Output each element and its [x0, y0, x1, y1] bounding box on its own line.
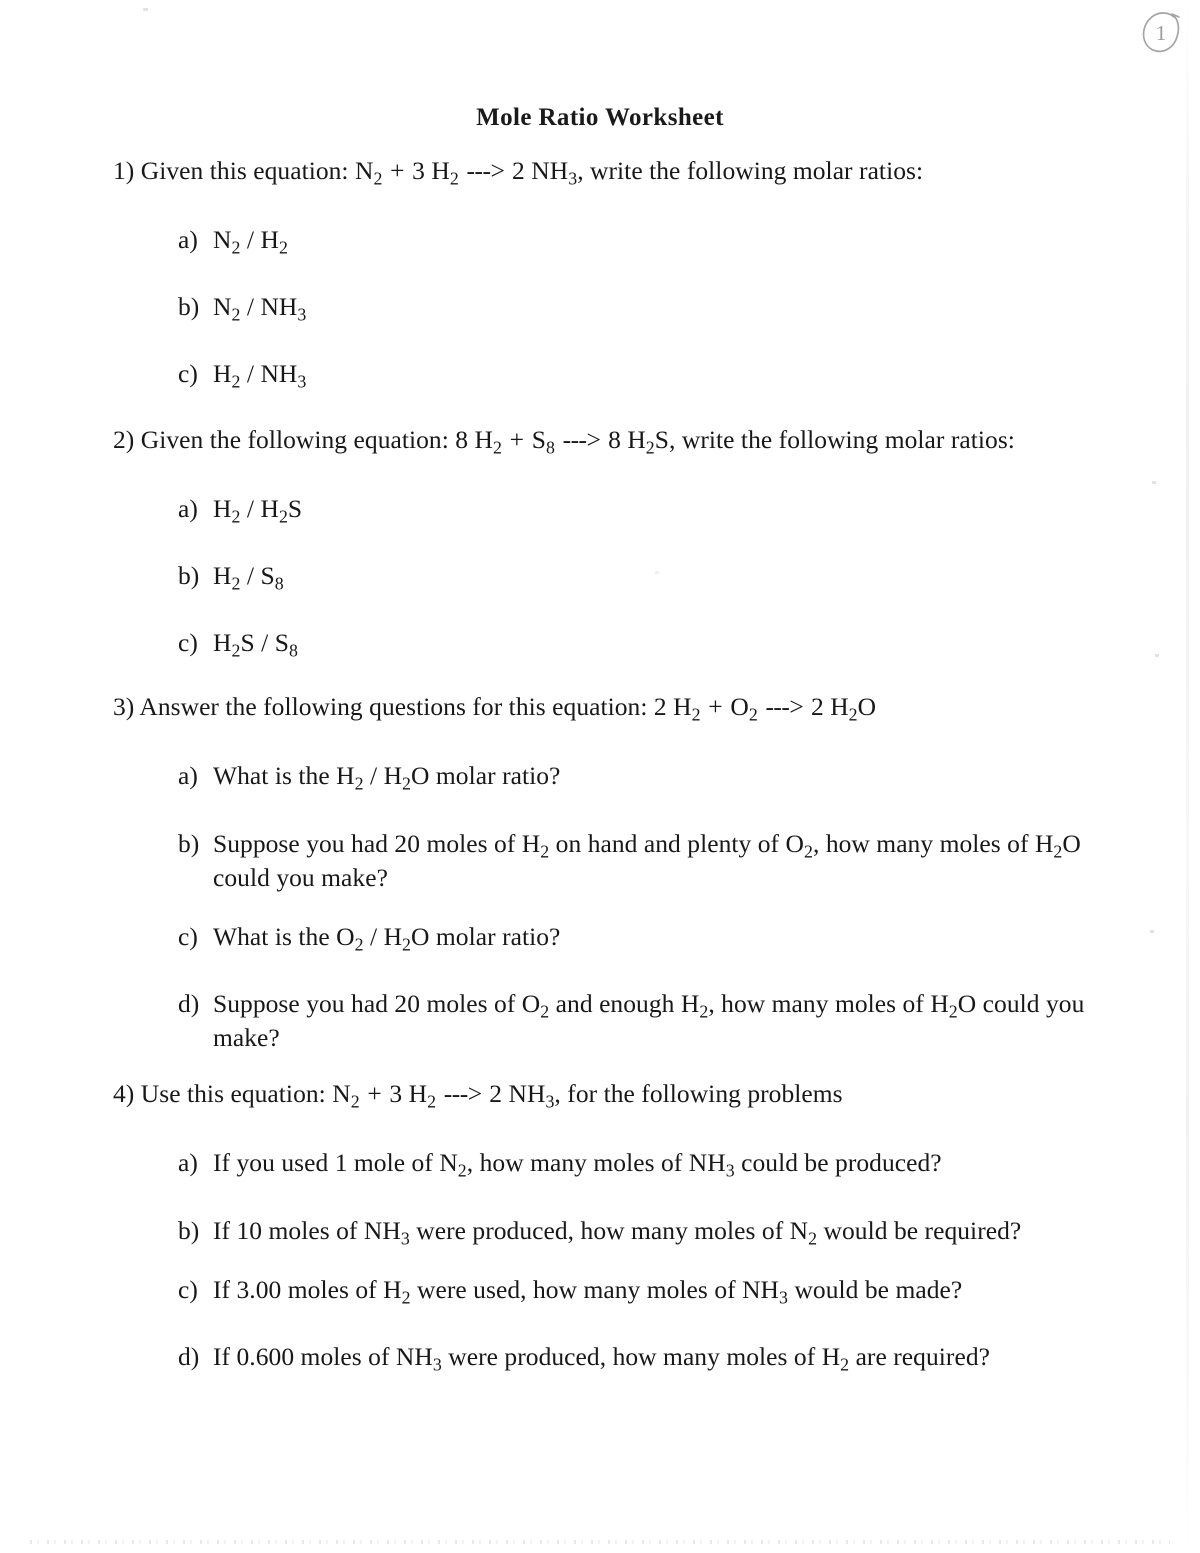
coefficient-3: 3 [389, 1079, 403, 1109]
question-3c [178, 920, 1143, 954]
question-2-stem [113, 423, 1143, 456]
formula-NH3: $NH_3$ [260, 359, 307, 392]
formula-O2: $O_2$ [785, 828, 813, 861]
reaction-arrow: ---> [765, 692, 804, 722]
q4-tail-text: , for the following problems [554, 1079, 843, 1109]
formula-H2: $H_2$ [383, 1274, 411, 1308]
subitem-label: b) [178, 560, 200, 590]
subitem-label: a) [178, 1148, 198, 1178]
scan-edge-artifact [1186, 0, 1189, 1553]
formula-H2: $H_2$ [213, 359, 241, 392]
formula-H2O: $H_2O$ [383, 761, 430, 794]
subitem-label: b) [178, 292, 200, 322]
plus-sign: + [509, 424, 525, 454]
formula-H2: $H_2$ [673, 692, 701, 725]
formula-H2: $H_2$ [521, 828, 550, 861]
question-2c [178, 626, 1143, 660]
q2-tail-text: , write the following molar ratios: [669, 424, 1015, 454]
q4b-text-1: If 10 moles of [213, 1215, 364, 1245]
formula-NH3: $NH_3$ [531, 156, 578, 189]
question-2-subitems [113, 492, 1143, 660]
question-3-subitems [113, 759, 1143, 1055]
subitem-label: a) [178, 761, 198, 791]
q3a-text: What is the [213, 761, 337, 791]
formula-H2: $H_2$ [431, 156, 459, 189]
formula-N2: $N_2$ [355, 156, 383, 189]
scan-speck-artifact [1152, 481, 1156, 484]
subitem-label: b) [178, 1215, 200, 1245]
formula-NH3: $NH_3$ [395, 1341, 442, 1375]
formula-H2O: $H_2O$ [383, 921, 430, 955]
formula-H2: $H_2$ [474, 424, 502, 457]
formula-NH3: $NH_3$ [688, 1148, 735, 1181]
q4d-text-1: If 0.600 moles of [213, 1341, 396, 1371]
formula-H2: $H_2$ [336, 761, 364, 794]
question-3d [178, 987, 1143, 1055]
formula-H2: $H_2$ [408, 1079, 437, 1112]
scan-bottom-edge-artifact [30, 1540, 1170, 1544]
question-3-stem [113, 690, 1143, 723]
page-number-text: 1 [1155, 20, 1167, 45]
formula-H2O: $H_2O$ [1034, 828, 1081, 861]
coefficient-2: 2 [512, 156, 525, 185]
question-4c [178, 1273, 1143, 1307]
question-3a [178, 759, 1143, 793]
q4a-text-1: If you used 1 mole of [213, 1148, 440, 1178]
formula-NH3: $NH_3$ [260, 292, 307, 325]
slash: / [246, 493, 255, 523]
q3b-text-4: could you make? [213, 862, 388, 892]
subitem-label: a) [178, 225, 198, 255]
plus-sign: + [708, 692, 723, 722]
q4a-text-3: could be produced? [734, 1148, 942, 1178]
coefficient-2: 2 [653, 692, 667, 722]
q3-lead-text: 3) Answer the following questions for this equation: [113, 692, 654, 722]
slash: / [370, 921, 378, 951]
formula-H2S: $H_2S$ [260, 493, 303, 527]
reaction-arrow: ---> [443, 1079, 482, 1109]
question-2a [178, 492, 1143, 526]
slash: / [246, 292, 255, 322]
coefficient-2: 2 [489, 1079, 503, 1109]
formula-O2: $O_2$ [336, 921, 364, 955]
subitem-label: d) [178, 988, 200, 1018]
question-4-stem [113, 1077, 1143, 1110]
q4d-text-2: were produced, how many moles of [441, 1341, 822, 1371]
question-3b [178, 827, 1143, 895]
formula-N2: $N_2$ [213, 225, 241, 258]
q1-tail-text: , write the following molar ratios: [577, 156, 924, 185]
formula-H2: $H_2$ [260, 225, 288, 258]
scan-speck-artifact [1155, 654, 1159, 657]
q3b-text-3: , how many moles of [812, 828, 1035, 858]
slash: / [246, 359, 255, 389]
scan-speck-artifact [1150, 930, 1154, 933]
subitem-label: b) [178, 828, 200, 858]
formula-S8: $S_8$ [260, 560, 284, 594]
reaction-arrow: ---> [562, 424, 601, 454]
formula-NH3: $NH_3$ [508, 1079, 555, 1112]
scan-speck-artifact [143, 8, 148, 11]
q3b-text-1: Suppose you had 20 moles of [213, 828, 522, 858]
formula-S8: $S_8$ [531, 424, 555, 457]
q4a-text-2: , how many moles of [466, 1148, 689, 1178]
q3b-text-2: on hand and plenty of [549, 828, 786, 858]
question-list [113, 154, 1143, 1374]
coefficient-8: 8 [455, 424, 469, 454]
q2-lead-text: 2) Given the following equation: [113, 424, 456, 454]
question-1-subitems [113, 223, 1143, 391]
formula-N2: $N_2$ [213, 292, 241, 325]
formula-H2: $H_2$ [680, 988, 709, 1022]
formula-N2: $N_2$ [789, 1215, 818, 1248]
q4b-text-2: were produced, how many moles of [409, 1215, 790, 1245]
question-1-stem [113, 154, 1143, 187]
coefficient-8: 8 [608, 424, 621, 454]
question-1a [178, 223, 1143, 257]
q1-lead-text: 1) Given this equation: [113, 156, 355, 185]
handwritten-page-number [1139, 8, 1183, 58]
page-title: Mole Ratio Worksheet [476, 104, 724, 131]
formula-H2O: $H_2O$ [830, 692, 877, 725]
formula-N2: $N_2$ [439, 1148, 467, 1181]
formula-N2: $N_2$ [332, 1079, 360, 1112]
q3d-text-3: , how many moles of [708, 988, 931, 1018]
slash: / [261, 628, 269, 658]
formula-H2S: $H_2S$ [213, 628, 255, 661]
formula-NH3: $NH_3$ [363, 1215, 410, 1248]
question-1c [178, 357, 1143, 391]
slash: / [246, 225, 255, 255]
q3d-text-1: Suppose you had 20 moles of [213, 988, 522, 1018]
q4c-text-1: If 3.00 moles of [213, 1274, 384, 1304]
formula-S8: $S_8$ [274, 628, 298, 661]
q4d-text-3: are required? [849, 1341, 990, 1371]
plus-sign: + [367, 1079, 382, 1109]
slash: / [246, 560, 255, 590]
q3c-text-tail: molar ratio? [429, 921, 561, 951]
formula-O2: $O_2$ [730, 692, 758, 725]
question-4-subitems [113, 1146, 1143, 1374]
formula-H2: $H_2$ [213, 560, 241, 594]
formula-H2: $H_2$ [213, 493, 241, 527]
question-1b [178, 290, 1143, 324]
formula-H2O: $H_2O$ [930, 988, 977, 1022]
q4-lead-text: 4) Use this equation: [113, 1079, 333, 1109]
question-4b [178, 1214, 1143, 1248]
subitem-label: c) [178, 628, 198, 658]
question-4d [178, 1340, 1143, 1374]
formula-O2: $O_2$ [521, 988, 550, 1022]
subitem-label: c) [178, 921, 198, 951]
subitem-label: a) [178, 493, 198, 523]
subitem-label: d) [178, 1341, 200, 1371]
subitem-label: c) [178, 1274, 198, 1304]
subitem-label: c) [178, 359, 198, 389]
formula-NH3: $NH_3$ [742, 1274, 789, 1308]
q3c-text: What is the [213, 921, 337, 951]
slash: / [370, 761, 378, 791]
coefficient-2: 2 [810, 692, 824, 722]
question-4a [178, 1146, 1143, 1180]
plus-sign: + [390, 156, 405, 185]
formula-H2: $H_2$ [821, 1341, 850, 1375]
q4b-text-3: would be required? [817, 1215, 1022, 1245]
reaction-arrow: ---> [466, 156, 505, 185]
coefficient-3: 3 [412, 156, 425, 185]
q4c-text-3: would be made? [788, 1274, 963, 1304]
question-2b [178, 559, 1143, 593]
q3d-text-4: could you make? [213, 988, 1085, 1053]
q3d-text-2: and enough [549, 988, 681, 1018]
q4c-text-2: were used, how many moles of [410, 1274, 743, 1304]
formula-H2S: $H_2S$ [627, 424, 670, 457]
q3a-text-tail: molar ratio? [429, 761, 561, 791]
